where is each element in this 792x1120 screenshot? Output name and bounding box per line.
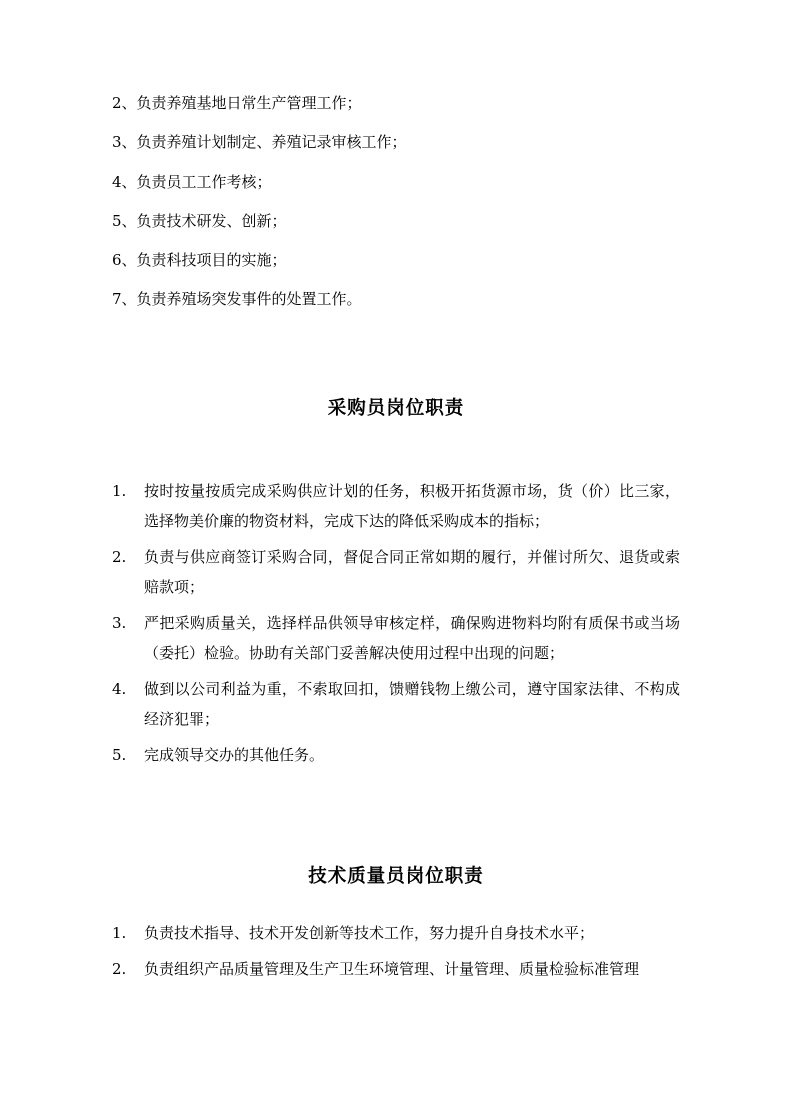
list-item: 4、负责员工工作考核； [112, 172, 272, 191]
top-responsibility-list [112, 92, 680, 312]
list-item-number: 5. [112, 745, 127, 764]
list-item: 3、负责养殖计划制定、养殖记录审核工作； [112, 133, 407, 152]
list-item-text: 严把采购质量关，选择样品供领导审核定样，确保购进物料均附有质保书或当场（委托）检验。协助有关部门妥善解决使用过程中出现的问题； [144, 613, 680, 662]
list-item [112, 542, 680, 602]
list-item [112, 608, 680, 668]
quality-responsibility-list [112, 918, 680, 984]
list-item: 7、负责养殖场突发事件的处置工作。 [112, 290, 362, 309]
section-heading-quality: 技术质量员岗位职责 [308, 865, 484, 887]
list-item-text: 负责技术指导、技术开发创新等技术工作，努力提升自身技术水平； [144, 923, 595, 942]
list-item: 2、负责养殖基地日常生产管理工作； [112, 94, 362, 112]
list-item-number: 1. [112, 481, 127, 500]
purchaser-responsibility-list [112, 476, 680, 770]
list-item-text: 负责与供应商签订采购合同，督促合同正常如期的履行，并催讨所欠、退货或索赔款项； [144, 547, 680, 596]
list-item [112, 918, 680, 948]
list-item [112, 476, 680, 536]
document-body [112, 92, 680, 990]
list-item-text: 负责组织产品质量管理及生产卫生环境管理、计量管理、质量检验标准管理 [144, 959, 640, 978]
list-item-number: 2. [112, 547, 127, 566]
list-item [112, 674, 680, 734]
list-item-text: 做到以公司利益为重，不索取回扣，馈赠钱物上缴公司，遵守国家法律、不构成经济犯罪； [144, 679, 680, 728]
list-item-number: 1. [112, 923, 127, 942]
list-item: 5、负责技术研发、创新； [112, 211, 287, 230]
section-heading-purchaser: 采购员岗位职责 [327, 397, 465, 419]
list-item-text: 完成领导交办的其他任务。 [144, 745, 325, 764]
list-item: 6、负责科技项目的实施； [112, 251, 287, 269]
list-item-number: 3. [112, 613, 127, 632]
list-item-number: 4. [112, 679, 127, 698]
list-item [112, 740, 680, 770]
list-item-text: 按时按量按质完成采购供应计划的任务，积极开拓货源市场，货（价）比三家，选择物美价廉的物资材料，完成下达的降低采购成本的指标； [144, 481, 680, 530]
list-item-number: 2. [112, 959, 127, 978]
list-item [112, 954, 680, 984]
